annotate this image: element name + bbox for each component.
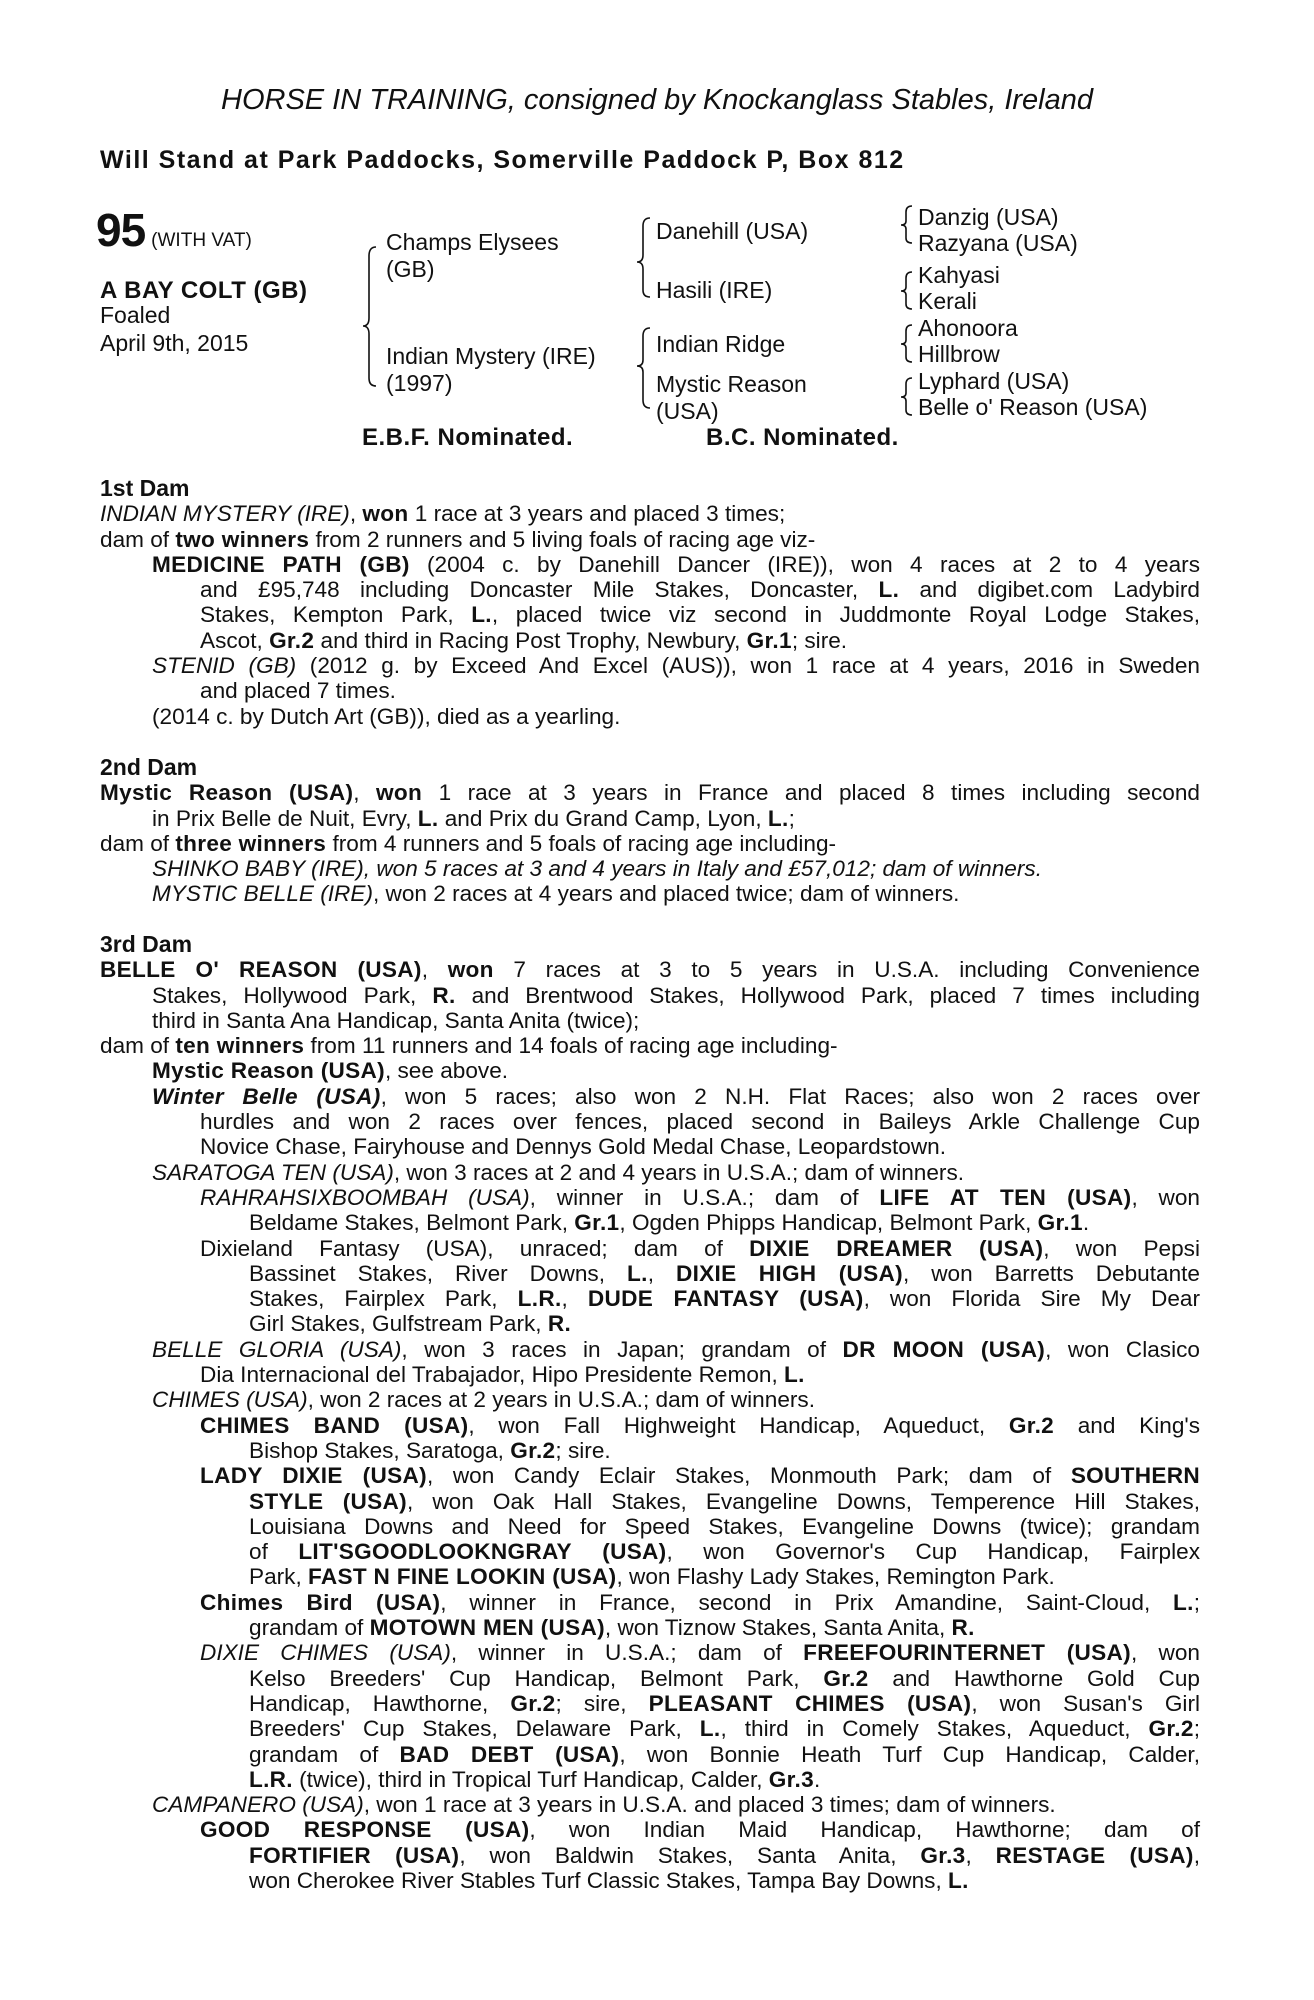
text-run: ; [1193, 1716, 1200, 1742]
lot-description: A BAY COLT (GB) [100, 277, 308, 304]
text-run: , won 5 races; also won 2 N.H. Flat Races; also won 2 races over [380, 1083, 1200, 1109]
second-dam-line [152, 806, 1200, 831]
text-run: 1 race at 3 years in France and placed 8 times including second [422, 780, 1200, 806]
text-run: Ascot, [200, 627, 270, 653]
third-dam-line [249, 1564, 1200, 1589]
third-dam-line [152, 1160, 1200, 1185]
dam-year: (1997) [386, 370, 453, 396]
text-run: , won Baldwin Stakes, Santa Anita, [459, 1842, 921, 1868]
text-run: SHINKO BABY (IRE) [152, 856, 364, 882]
text-run: GOOD RESPONSE (USA) [200, 1817, 530, 1843]
text-run: L. [627, 1260, 648, 1286]
text-run: Girl Stakes, Gulfstream Park, [249, 1311, 548, 1337]
text-run: DIXIE HIGH (USA) [675, 1260, 903, 1286]
third-dam-line [249, 1489, 1200, 1514]
text-run: Bishop Stakes, Saratoga, [249, 1437, 511, 1463]
third-dam-line [152, 1792, 1200, 1817]
text-run: MOTOWN MEN (USA) [369, 1615, 605, 1641]
third-dam-text [100, 957, 1200, 1893]
text-run: grandam of [249, 1741, 400, 1767]
text-run: L.R. [517, 1286, 562, 1312]
text-run: hurdles and won 2 races over fences, placed second in Baileys Arkle Challenge Cup [200, 1109, 1200, 1135]
text-run: SARATOGA TEN (USA) [152, 1159, 394, 1185]
ped-g5: Ahonoora [918, 315, 1018, 341]
third-dam-line [152, 1387, 1200, 1412]
third-dam-line [249, 1615, 1200, 1640]
dam-dam-origin: (USA) [656, 398, 719, 424]
text-run: , won Flashy Lady Stakes, Remington Park. [616, 1564, 1055, 1590]
first-dam-heading: 1st Dam [100, 475, 190, 501]
third-dam-line [249, 1438, 1200, 1463]
text-run: 7 races at 3 to 5 years in U.S.A. including Convenience [493, 957, 1200, 983]
ped-g6: Hillbrow [918, 341, 1000, 367]
text-run: and Prix du Grand Camp, Lyon, [438, 805, 768, 831]
text-run: INDIAN MYSTERY (IRE) [100, 501, 350, 527]
text-run: won [376, 780, 423, 806]
text-run: , won 3 races at 2 and 4 years in U.S.A.; dam of winners. [393, 1159, 965, 1185]
text-run: of [249, 1539, 299, 1565]
text-run: SOUTHERN [1070, 1463, 1200, 1489]
text-run: LIFE AT TEN (USA) [879, 1184, 1132, 1210]
text-run: Stakes, Fairplex Park, [249, 1286, 518, 1312]
text-run: ; [788, 805, 795, 831]
text-run: and placed 7 times. [200, 678, 396, 704]
third-dam-line [152, 1008, 1200, 1033]
text-run: , [353, 780, 377, 806]
text-run: L. [878, 577, 900, 603]
third-dam-line [152, 983, 1200, 1008]
text-run: and Hawthorne Gold Cup [868, 1665, 1200, 1691]
text-run: Chimes Bird (USA) [200, 1589, 441, 1615]
text-run: dam of [100, 1033, 176, 1059]
third-dam-line [200, 1463, 1200, 1488]
first-dam-line [100, 501, 1200, 526]
text-run: (twice), third in Tropical Turf Handicap, Calder, [292, 1766, 769, 1792]
text-run: dam of [100, 526, 176, 552]
bc-nomination: B.C. Nominated. [706, 424, 899, 451]
text-run: , winner in U.S.A.; dam of [529, 1184, 880, 1210]
text-run: 1 race at 3 years and placed 3 times; [408, 501, 786, 527]
third-dam-line [200, 1362, 1200, 1387]
third-dam-line [100, 1033, 1200, 1058]
first-dam-section [100, 476, 1200, 729]
text-run: CHIMES (USA) [152, 1387, 308, 1413]
text-run: , won Tiznow Stakes, Santa Anita, [604, 1615, 952, 1641]
text-run: BELLE O' REASON (USA) [100, 957, 422, 983]
third-dam-section [100, 932, 1200, 1893]
text-run: DR MOON (USA) [842, 1336, 1046, 1362]
pedigree-sire [386, 229, 559, 283]
ped-g7: Lyphard (USA) [918, 368, 1070, 394]
text-run: , won Indian Maid Handicap, Hawthorne; dam of [529, 1817, 1200, 1843]
third-dam-line [249, 1311, 1200, 1336]
text-run: (2012 g. by Exceed And Excel (AUS)), won 1 race at 4 years, 2016 in Sweden [296, 653, 1200, 679]
text-run: , [561, 1286, 588, 1312]
text-run: ; [1193, 1589, 1200, 1615]
text-run: won [447, 957, 494, 983]
text-run: and King's [1054, 1412, 1200, 1438]
text-run: , third in Comely Stakes, Aqueduct, [720, 1716, 1149, 1742]
pedigree-third-generation-a [918, 204, 1078, 256]
third-dam-line [200, 1134, 1200, 1159]
sire-name: Champs Elysees [386, 229, 559, 255]
pedigree-sire-dam: Hasili (IRE) [656, 277, 773, 303]
text-run: RESTAGE (USA) [995, 1842, 1194, 1868]
dam-name: Indian Mystery (IRE) [386, 343, 596, 369]
text-run: Dia Internacional del Trabajador, Hipo Presidente Remon, [200, 1362, 785, 1388]
third-dam-line [200, 1640, 1200, 1665]
text-run: , won Susan's Girl [971, 1690, 1200, 1716]
text-run: Gr.2 [823, 1665, 869, 1691]
text-run: and third in Racing Post Trophy, Newbury, [314, 627, 747, 653]
text-run: CAMPANERO (USA) [152, 1792, 364, 1818]
text-run: , [421, 957, 448, 983]
text-run: and Brentwood Stakes, Hollywood Park, placed 7 times including [455, 982, 1200, 1008]
text-run: Handicap, Hawthorne, [249, 1690, 511, 1716]
text-run: MYSTIC BELLE (IRE) [152, 881, 373, 907]
third-dam-line [200, 1413, 1200, 1438]
third-dam-line [249, 1514, 1200, 1539]
text-run: from 2 runners and 5 living foals of racing age viz- [309, 526, 816, 552]
text-run: Novice Chase, Fairyhouse and Dennys Gold Medal Chase, Leopardstown. [200, 1134, 947, 1160]
third-dam-line [152, 1058, 1200, 1083]
text-run: , see above. [384, 1058, 509, 1084]
pedigree-dam-sire: Indian Ridge [656, 331, 786, 357]
text-run: ; sire, [555, 1690, 649, 1716]
dam-dam-name: Mystic Reason [656, 371, 807, 397]
text-run: Mystic Reason (USA) [152, 1058, 385, 1084]
third-dam-line [249, 1286, 1200, 1311]
text-run: , won Governor's Cup Handicap, Fairplex [666, 1539, 1200, 1565]
first-dam-line [152, 653, 1200, 678]
text-run: , won Barretts Debutante [902, 1260, 1200, 1286]
text-run: , winner in France, second in Prix Amandine, Saint-Cloud, [440, 1589, 1174, 1615]
text-run: , won Clasico [1045, 1336, 1200, 1362]
text-run: in Prix Belle de Nuit, Evry, [152, 805, 418, 831]
text-run: Mystic Reason (USA) [100, 780, 354, 806]
text-run: STYLE (USA) [249, 1488, 407, 1514]
text-run: , won Bonnie Heath Turf Cup Handicap, Calder, [619, 1741, 1200, 1767]
catalogue-title: HORSE IN TRAINING, consigned by Knockanglass Stables, Ireland [221, 84, 1093, 116]
text-run: FORTIFIER (USA) [249, 1842, 460, 1868]
text-run: , [647, 1260, 676, 1286]
text-run: Gr.2 [1148, 1716, 1194, 1742]
text-run: BELLE GLORIA (USA) [152, 1336, 402, 1362]
text-run: . [813, 1766, 821, 1792]
third-dam-line [249, 1767, 1200, 1792]
text-run: Gr.1 [746, 627, 792, 653]
text-run: Kelso Breeders' Cup Handicap, Belmont Park, [249, 1665, 824, 1691]
ped-g1: Danzig (USA) [918, 204, 1059, 230]
text-run: L. [417, 805, 439, 831]
text-run: FAST N FINE LOOKIN (USA) [308, 1564, 617, 1590]
text-run: Breeders' Cup Stakes, Delaware Park, [249, 1716, 700, 1742]
foaled-label: Foaled [100, 302, 171, 328]
text-run: LIT'SGOODLOOKNGRAY (USA) [298, 1539, 667, 1565]
text-run: CHIMES BAND (USA) [200, 1412, 469, 1438]
text-run: , [1193, 1842, 1201, 1868]
pedigree-sire-sire: Danehill (USA) [656, 218, 809, 244]
text-run: Gr.1 [1037, 1210, 1083, 1236]
third-dam-line [249, 1868, 1200, 1893]
text-run: (2004 c. by Danehill Dancer (IRE)), won 4 races at 2 to 4 years [409, 551, 1200, 577]
third-dam-line [249, 1261, 1200, 1286]
sire-origin: (GB) [386, 256, 435, 282]
text-run: grandam of [249, 1615, 370, 1641]
third-dam-line [249, 1691, 1200, 1716]
third-dam-line [249, 1539, 1200, 1564]
text-run: . [1082, 1210, 1090, 1236]
pedigree-third-generation-b [918, 262, 1000, 314]
third-dam-line [249, 1742, 1200, 1767]
third-dam-line [200, 1236, 1200, 1261]
text-run: from 11 runners and 14 foals of racing age including- [304, 1033, 838, 1059]
text-run: , Ogden Phipps Handicap, Belmont Park, [619, 1210, 1038, 1236]
stand-location: Will Stand at Park Paddocks, Somerville Paddock P, Box 812 [100, 146, 905, 174]
second-dam-line [100, 780, 1200, 805]
third-dam-line [249, 1843, 1200, 1868]
text-run: ; sire. [791, 627, 848, 653]
text-run: Gr.2 [510, 1690, 556, 1716]
text-run: from 4 runners and 5 foals of racing age including- [326, 830, 837, 856]
text-run: , won Fall Highweight Handicap, Aqueduct, [468, 1412, 1009, 1438]
text-run: R. [432, 982, 456, 1008]
lot-number: 95 [96, 204, 146, 256]
text-run: , won 1 race at 3 years in U.S.A. and placed 3 times; dam of winners. [363, 1792, 1056, 1818]
text-run: R. [951, 1615, 975, 1641]
ped-g3: Kahyasi [918, 262, 1000, 288]
text-run: DIXIE CHIMES (USA) [200, 1640, 451, 1666]
text-run: , [965, 1842, 996, 1868]
text-run: (2014 c. by Dutch Art (GB)), died as a yearling. [152, 703, 621, 729]
text-run: L. [948, 1867, 969, 1893]
text-run: FREEFOURINTERNET (USA) [803, 1640, 1131, 1666]
text-run: Winter Belle (USA) [152, 1083, 381, 1109]
text-run: , won Candy Eclair Stakes, Monmouth Park; dam of [426, 1463, 1071, 1489]
text-run: L. [471, 602, 492, 628]
text-run: won [362, 501, 409, 527]
third-dam-line [200, 1109, 1200, 1134]
first-dam-line [200, 602, 1200, 627]
third-dam-line [200, 1817, 1200, 1842]
ebf-nomination: E.B.F. Nominated. [362, 424, 574, 451]
text-run: and digibet.com Ladybird [899, 577, 1200, 603]
second-dam-heading: 2nd Dam [100, 754, 198, 780]
ped-g2: Razyana (USA) [918, 230, 1078, 256]
pedigree-third-generation-d [918, 368, 1147, 420]
first-dam-text [100, 501, 1200, 729]
text-run: Gr.2 [510, 1437, 556, 1463]
text-run: , won 3 races in Japan; grandam of [401, 1336, 843, 1362]
pedigree-dam [386, 343, 596, 397]
text-run: Gr.1 [574, 1210, 620, 1236]
ped-g8: Belle o' Reason (USA) [918, 394, 1148, 420]
second-dam-section [100, 755, 1200, 907]
text-run: L. [784, 1362, 805, 1388]
text-run: LADY DIXIE (USA) [200, 1463, 427, 1489]
text-run: Gr.2 [1008, 1412, 1055, 1438]
text-run: Gr.3 [920, 1842, 966, 1868]
third-dam-line [200, 1185, 1200, 1210]
third-dam-heading: 3rd Dam [100, 931, 193, 957]
text-run: Beldame Stakes, Belmont Park, [249, 1210, 575, 1236]
text-run: ; sire. [555, 1437, 611, 1463]
second-dam-line [152, 856, 1200, 881]
text-run: L.R. [249, 1766, 293, 1792]
first-dam-line [200, 577, 1200, 602]
text-run: , won 2 races at 2 years in U.S.A.; dam of winners. [307, 1387, 815, 1413]
text-run: L. [767, 805, 789, 831]
text-run: , won [1131, 1184, 1200, 1210]
second-dam-text [100, 780, 1200, 906]
text-run: BAD DEBT (USA) [399, 1741, 620, 1767]
text-run: and £95,748 including Doncaster Mile Stakes, Doncaster, [200, 577, 879, 603]
first-dam-line [200, 628, 1200, 653]
text-run: , won Florida Sire My Dear [863, 1286, 1200, 1312]
text-run: dam of [100, 830, 176, 856]
text-run: PLEASANT CHIMES (USA) [648, 1690, 972, 1716]
third-dam-line [200, 1590, 1200, 1615]
second-dam-line [152, 881, 1200, 906]
pedigree-third-generation-c [918, 315, 1018, 367]
text-run: DUDE FANTASY (USA) [587, 1286, 864, 1312]
text-run: , placed twice viz second in Juddmonte Royal Lodge Stakes, [491, 602, 1200, 628]
first-dam-line [200, 678, 1200, 703]
text-run: Stakes, Kempton Park, [200, 602, 472, 628]
ped-g4: Kerali [918, 288, 977, 314]
text-run: Park, [249, 1564, 309, 1590]
text-run: , won Oak Hall Stakes, Evangeline Downs, Temperence Hill Stakes, [406, 1488, 1201, 1514]
text-run: , winner in U.S.A.; dam of [450, 1640, 804, 1666]
foaled-date: April 9th, 2015 [100, 330, 249, 356]
third-dam-line [249, 1716, 1200, 1741]
text-run: MEDICINE PATH (GB) [152, 551, 410, 577]
text-run: L. [1173, 1589, 1194, 1615]
text-run: two winners [175, 526, 310, 552]
text-run: ten winners [175, 1033, 305, 1059]
text-run: won Cherokee River Stables Turf Classic Stakes, Tampa Bay Downs, [249, 1867, 949, 1893]
second-dam-line [100, 831, 1200, 856]
text-run: STENID (GB) [152, 653, 297, 679]
text-run: RAHRAHSIXBOOMBAH (USA) [200, 1184, 530, 1210]
third-dam-line [249, 1666, 1200, 1691]
text-run: DIXIE DREAMER (USA) [749, 1235, 1044, 1261]
text-run: Stakes, Hollywood Park, [152, 982, 433, 1008]
third-dam-line [152, 1084, 1200, 1109]
text-run: Dixieland Fantasy (USA), unraced; dam of [200, 1235, 750, 1261]
text-run: , won 5 races at 3 and 4 years in Italy and £57,012; dam of winners. [363, 856, 1042, 882]
text-run: Gr.3 [768, 1766, 814, 1792]
text-run: third in Santa Ana Handicap, Santa Anita (twice); [152, 1007, 640, 1033]
first-dam-line [152, 704, 1200, 729]
third-dam-line [152, 1337, 1200, 1362]
text-run: three winners [175, 830, 327, 856]
text-run: Gr.2 [269, 627, 315, 653]
first-dam-line [100, 527, 1200, 552]
text-run: Bassinet Stakes, River Downs, [249, 1260, 627, 1286]
first-dam-line [152, 552, 1200, 577]
third-dam-line [100, 957, 1200, 982]
pedigree-dam-dam [656, 371, 807, 425]
text-run: , won [1131, 1640, 1200, 1666]
text-run: , won 2 races at 4 years and placed twice; dam of winners. [372, 881, 960, 907]
third-dam-line [249, 1210, 1200, 1235]
text-run: L. [699, 1716, 721, 1742]
text-run: , [349, 501, 363, 527]
vat-note: (WITH VAT) [151, 230, 252, 251]
text-run: R. [547, 1311, 572, 1337]
text-run: Louisiana Downs and Need for Speed Stakes, Evangeline Downs (twice); grandam [249, 1513, 1200, 1539]
text-run: , won Pepsi [1043, 1235, 1200, 1261]
